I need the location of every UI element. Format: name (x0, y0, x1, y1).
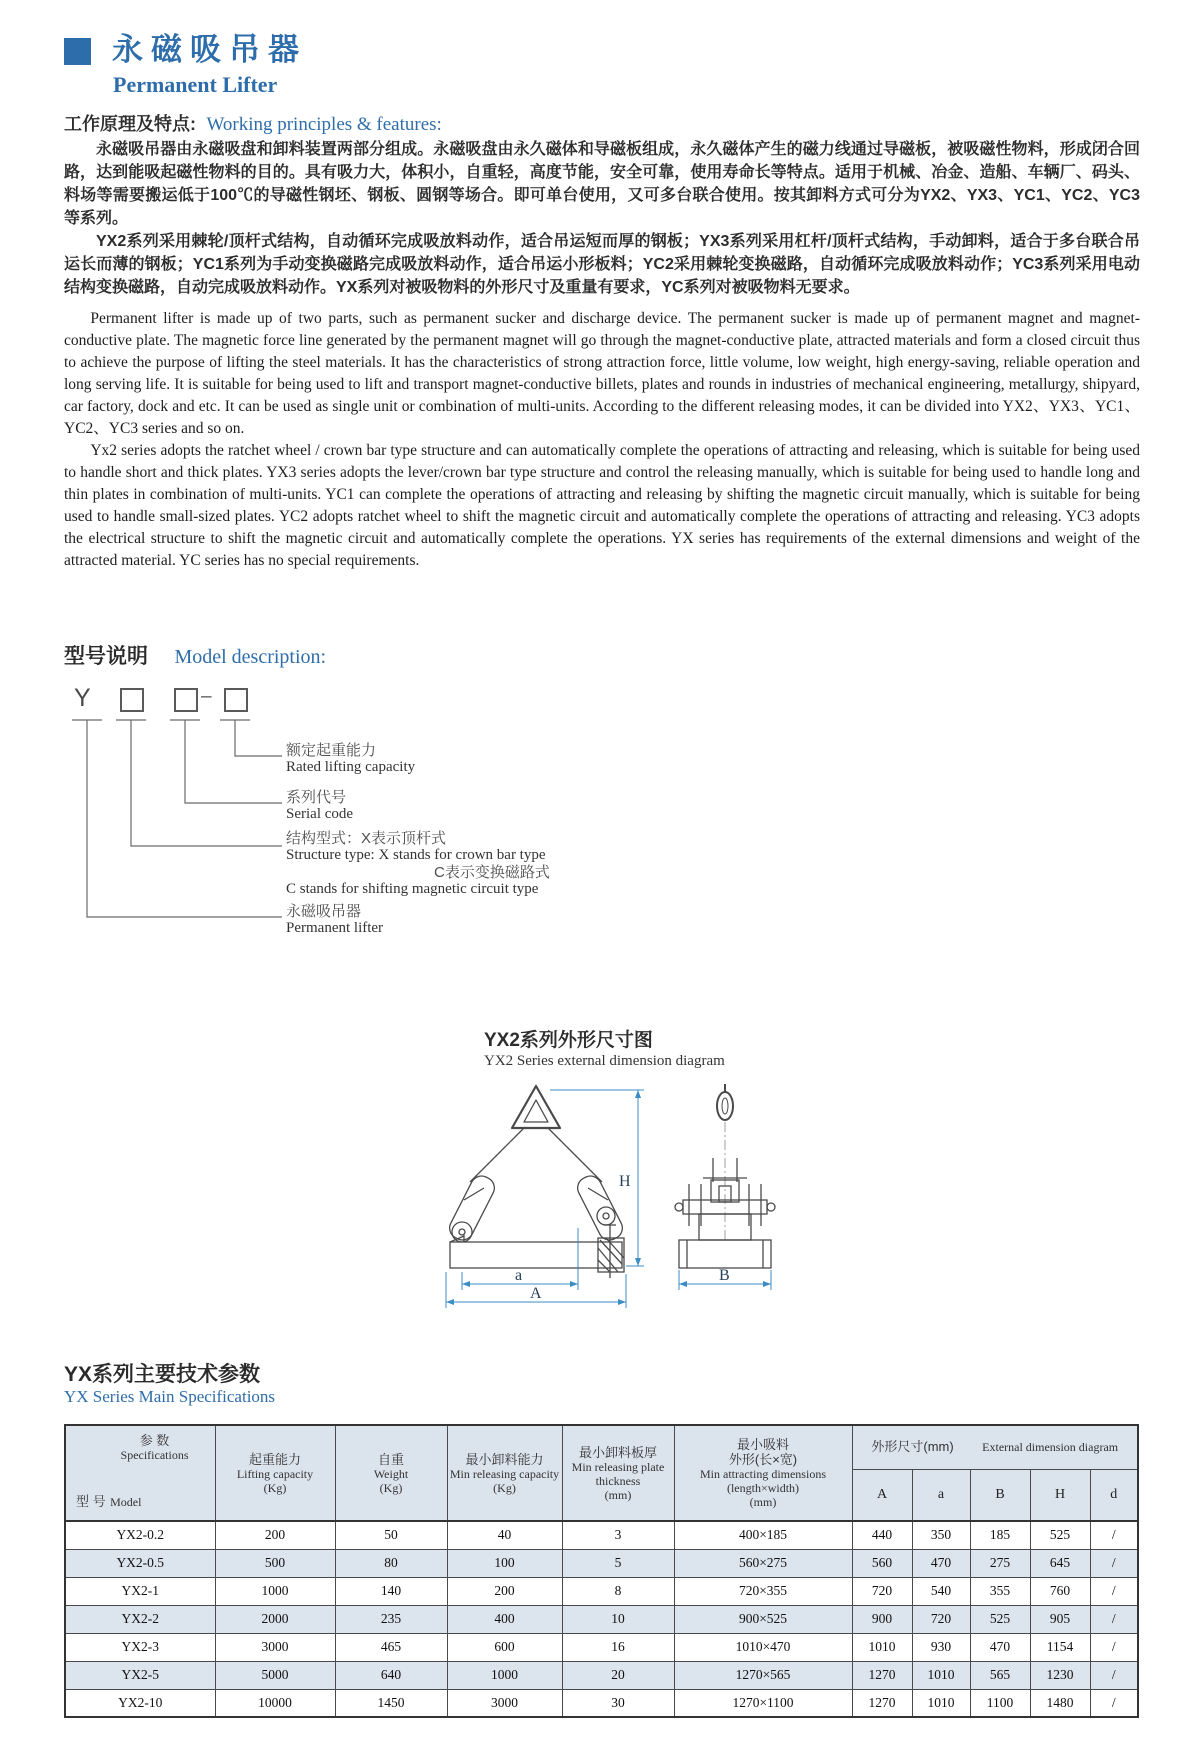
model-code-box-structure (120, 688, 144, 712)
table-row (65, 1577, 1138, 1605)
dim-group-en: External dimension diagram (982, 1440, 1119, 1455)
model-code-box-series (174, 688, 198, 712)
spec-cell: 5 (562, 1549, 674, 1577)
front-view-drawing (446, 1086, 626, 1278)
spec-cell: 1010 (912, 1689, 970, 1717)
col0-unit: (Kg) (263, 1480, 287, 1495)
model-code-diagram (64, 680, 724, 965)
spec-cell: 1154 (1030, 1633, 1090, 1661)
subcol-B: B (970, 1469, 1030, 1521)
model-code-letter: Y (74, 684, 91, 712)
col-header-weight (335, 1425, 447, 1521)
table-row (65, 1605, 1138, 1633)
section-marker-square (64, 38, 91, 65)
spec-cell: 2000 (215, 1605, 335, 1633)
corner-model (76, 1493, 141, 1511)
spec-cell: 40 (447, 1521, 562, 1549)
label-rated-capacity-zh: 额定起重能力 (286, 742, 377, 759)
model-diagram-leader-lines (64, 680, 724, 965)
spec-cell: 200 (447, 1577, 562, 1605)
dimension-diagram-title (484, 1030, 725, 1070)
spec-cell: 1230 (1030, 1661, 1090, 1689)
spec-cell: 470 (912, 1549, 970, 1577)
col0-zh: 起重能力 (248, 1451, 301, 1467)
spec-cell: 400×185 (674, 1521, 852, 1549)
principles-heading (64, 110, 442, 136)
dimension-drawings (420, 1082, 820, 1322)
zh-paragraph-1: 永磁吸吊器由永磁吸盘和卸料装置两部分组成。永磁吸盘由永久磁体和导磁板组成，永久磁体产生的磁力线通过导磁板，被吸磁性物料，形成闭合回路，达到能吸起磁性物料的目的。具有吸力大，体积小，自重轻，高度节能，安全可靠，使用寿命长等特点。适用于机械、冶金、造船、车辆厂、码头、料场等需要搬运低于100℃的导磁性钢坯、钢板、圆钢等场合。即可单台使用，又可多台联合使用。按其卸料方式可分为YX2、YX3、YC1、YC2、YC3等系列。 (64, 141, 1140, 227)
spec-cell: 400 (447, 1605, 562, 1633)
label-structure-type-zh: 结构型式：X表示顶杆式 (286, 830, 447, 847)
spec-cell: / (1090, 1549, 1138, 1577)
spec-cell: 3000 (215, 1633, 335, 1661)
spec-cell: 140 (335, 1577, 447, 1605)
principles-heading-en: Working principles & features: (206, 114, 442, 135)
model-heading-en: Model description: (174, 646, 327, 668)
spec-cell: 185 (970, 1521, 1030, 1549)
spec-cell: 1000 (447, 1661, 562, 1689)
spec-cell: 1010×470 (674, 1633, 852, 1661)
col3-en: Min releasing plate thickness (571, 1459, 665, 1488)
spec-cell: 200 (215, 1521, 335, 1549)
spec-cell: 720 (852, 1577, 912, 1605)
model-description-heading (64, 640, 326, 670)
col1-zh: 自重 (377, 1451, 404, 1467)
principles-body (64, 138, 1140, 572)
col2-en: Min releasing capacity (449, 1466, 560, 1481)
corner-header-cell (65, 1425, 215, 1521)
corner-model-zh: 型 号 (76, 1494, 106, 1509)
spec-cell: 645 (1030, 1549, 1090, 1577)
col-header-min-releasing-plate-thickness (562, 1425, 674, 1521)
spec-cell: 1270 (852, 1661, 912, 1689)
subcol-d: d (1090, 1469, 1138, 1521)
table-row (65, 1549, 1138, 1577)
col-header-lifting-capacity (215, 1425, 335, 1521)
spec-cell: 10000 (215, 1689, 335, 1717)
col-header-min-releasing-capacity (447, 1425, 562, 1521)
spec-cell: 500 (215, 1549, 335, 1577)
spec-cell: 20 (562, 1661, 674, 1689)
col4-zh: 最小吸料 (736, 1437, 789, 1452)
dim-group-zh: 外形尺寸(mm) (871, 1439, 954, 1455)
col-header-external-dimensions-group (852, 1425, 1138, 1469)
spec-cell: 1100 (970, 1689, 1030, 1717)
subcol-H: H (1030, 1469, 1090, 1521)
col4-unit: (mm) (749, 1495, 777, 1509)
spec-cell: 600 (447, 1633, 562, 1661)
principles-heading-zh: 工作原理及特点: (64, 114, 196, 134)
spec-cell: 3 (562, 1521, 674, 1549)
label-structure-type-en: Structure type: X stands for crown bar type (286, 847, 546, 863)
label-serial-code-zh: 系列代号 (286, 789, 347, 806)
spec-cell: 1010 (912, 1661, 970, 1689)
col0-en: Lifting capacity (236, 1466, 314, 1481)
spec-cell: 560×275 (674, 1549, 852, 1577)
label-rated-capacity-en: Rated lifting capacity (286, 759, 416, 775)
model-cell: YX2-10 (65, 1689, 215, 1717)
spec-cell: 10 (562, 1605, 674, 1633)
model-cell: YX2-2 (65, 1605, 215, 1633)
spec-cell: 540 (912, 1577, 970, 1605)
spec-cell: 440 (852, 1521, 912, 1549)
label-structure-type-en2: C stands for shifting magnetic circuit type (286, 881, 539, 897)
spec-cell: / (1090, 1605, 1138, 1633)
subcol-a: a (912, 1469, 970, 1521)
en-paragraph-1: Permanent lifter is made up of two parts, such as permanent sucker and discharge device. The permanent sucker is made up of permanent magnet and magnet-conductive plate. The magnetic force line generated by the permanent magnet will go through the magnet-conductive plate, attracted materials and form a closed circuit thus to achieve the purpose of lifting the steel materials. It has the characteristics of strong attraction force, little volume, low weight, high energy-saving, reliable operation and long serving life. It is suitable for being used to lift and transport magnet-conductive billets, plates and rounds in industries of mechanical engineering, metallurgy, shipyard, car factory, dock and etc. It can be used as single unit or combination of multi-units. According to the different releasing modes, it can be divided into YX2、YX3、YC1、YC2、YC3 series and so on. (64, 310, 1140, 437)
spec-cell: / (1090, 1577, 1138, 1605)
spec-cell: 355 (970, 1577, 1030, 1605)
specs-title-en: YX Series Main Specifications (64, 1387, 276, 1406)
spec-cell: / (1090, 1521, 1138, 1549)
label-permanent-lifter (286, 903, 383, 937)
spec-cell: 930 (912, 1633, 970, 1661)
spec-cell: 50 (335, 1521, 447, 1549)
A-dimension-label: A (530, 1285, 542, 1302)
spec-cell: 350 (912, 1521, 970, 1549)
spec-cell: 1270 (852, 1689, 912, 1717)
spec-cell: 1450 (335, 1689, 447, 1717)
table-row (65, 1521, 1138, 1549)
col3-unit: (mm) (604, 1487, 632, 1502)
subcol-A: A (852, 1469, 912, 1521)
col4-en: Min attracting dimensions (700, 1467, 826, 1481)
spec-cell: 1270×1100 (674, 1689, 852, 1717)
spec-cell: / (1090, 1633, 1138, 1661)
spec-cell: 5000 (215, 1661, 335, 1689)
model-cell: YX2-0.2 (65, 1521, 215, 1549)
spec-cell: 720×355 (674, 1577, 852, 1605)
spec-cell: 525 (970, 1605, 1030, 1633)
page-title-zh: 永磁吸吊器 (112, 32, 307, 67)
spec-cell: 80 (335, 1549, 447, 1577)
spec-cell: 760 (1030, 1577, 1090, 1605)
specs-title (64, 1362, 275, 1407)
B-dimension-label: B (719, 1267, 730, 1284)
spec-cell: 30 (562, 1689, 674, 1717)
model-code-dash: – (201, 686, 212, 707)
spec-cell: 1480 (1030, 1689, 1090, 1717)
col2-unit: (Kg) (493, 1480, 516, 1495)
dimension-diagram-title-en: YX2 Series external dimension diagram (484, 1053, 725, 1069)
col4-zh2: 外形(长×宽) (728, 1452, 798, 1467)
model-cell: YX2-5 (65, 1661, 215, 1689)
spec-cell: 235 (335, 1605, 447, 1633)
spec-cell: 525 (1030, 1521, 1090, 1549)
spec-cell: 16 (562, 1633, 674, 1661)
spec-cell: 560 (852, 1549, 912, 1577)
dimension-diagram-title-zh: YX2系列外形尺寸图 (484, 1030, 653, 1051)
page-title-en: Permanent Lifter (113, 72, 278, 97)
table-row (65, 1661, 1138, 1689)
label-serial-code-en: Serial code (286, 806, 354, 822)
corner-specifications (121, 1433, 189, 1462)
spec-cell: 720 (912, 1605, 970, 1633)
spec-cell: 275 (970, 1549, 1030, 1577)
spec-cell: 640 (335, 1661, 447, 1689)
specs-table (64, 1424, 1139, 1718)
spec-cell: 900×525 (674, 1605, 852, 1633)
en-paragraph-2: Yx2 series adopts the ratchet wheel / crown bar type structure and can automatically complete the operations of attracting and releasing, which is suitable for being used to handle short and thick plates. YX3 series adopts the lever/crown bar type structure and control the releasing manually, which is suitable for being used to handle long and thin plates in combination of multi-units. YC1 can complete the operations of attracting and releasing by shifting the magnetic circuit manually, which is suitable for being used to handle small-sized plates. YC2 adopts ratchet wheel to shift the magnetic circuit and automatically complete the operations of attracting and releasing. YC3 adopts the electrical structure to shift the magnetic circuit and automatically complete the operations. YX series has requirements of the external dimensions and weight of the attracted material. YC series has no special requirements. (64, 442, 1140, 569)
h-dimension-label: H (619, 1173, 631, 1190)
spec-cell: 900 (852, 1605, 912, 1633)
spec-cell: 1270×565 (674, 1661, 852, 1689)
specs-title-zh: YX系列主要技术参数 (64, 1363, 261, 1386)
label-structure-type (286, 830, 550, 898)
spec-cell: 465 (335, 1633, 447, 1661)
spec-cell: 1010 (852, 1633, 912, 1661)
model-heading-zh: 型号说明 (64, 645, 148, 668)
label-permanent-lifter-zh: 永磁吸吊器 (286, 903, 362, 920)
col1-en: Weight (373, 1466, 409, 1481)
a-dimension-label: a (515, 1267, 523, 1284)
table-row (65, 1689, 1138, 1717)
model-cell: YX2-0.5 (65, 1549, 215, 1577)
label-rated-capacity (286, 742, 415, 776)
label-serial-code (286, 789, 353, 823)
col-header-min-attracting-dimensions (674, 1425, 852, 1521)
label-permanent-lifter-en: Permanent lifter (286, 920, 384, 936)
corner-model-en: Model (110, 1495, 142, 1509)
spec-cell: 100 (447, 1549, 562, 1577)
table-row (65, 1633, 1138, 1661)
spec-cell: 8 (562, 1577, 674, 1605)
model-cell: YX2-3 (65, 1633, 215, 1661)
col4-en2: (length×width) (726, 1481, 800, 1495)
spec-cell: 470 (970, 1633, 1030, 1661)
label-structure-type-zh2: C表示变换磁路式 (434, 864, 550, 881)
spec-cell: 3000 (447, 1689, 562, 1717)
spec-cell: / (1090, 1689, 1138, 1717)
spec-cell: / (1090, 1661, 1138, 1689)
spec-cell: 565 (970, 1661, 1030, 1689)
model-code-box-capacity (224, 688, 248, 712)
col1-unit: (Kg) (379, 1480, 403, 1495)
spec-cell: 1000 (215, 1577, 335, 1605)
corner-specs-en: Specifications (120, 1448, 189, 1462)
side-view-drawing (675, 1084, 775, 1268)
zh-paragraph-2: YX2系列采用棘轮/顶杆式结构，自动循环完成吸放料动作，适合吊运短而厚的钢板；YX3系列采用杠杆/顶杆式结构，手动卸料，适合于多台联合吊运长而薄的钢板；YC1系列为手动变换磁路完成吸放料动作，适合吊运小形板料；YC2采用棘轮变换磁路，自动循环完成吸放料动作；YC3系列采用电动结构变换磁路，自动完成吸放料动作。YX系列对被吸物料的外形尺寸及重量有要求，YC系列对被吸物料无要求。 (64, 233, 1140, 296)
col2-zh: 最小卸料能力 (465, 1451, 544, 1467)
model-cell: YX2-1 (65, 1577, 215, 1605)
corner-specs-zh: 参 数 (139, 1433, 170, 1448)
col3-zh: 最小卸料板厚 (578, 1444, 657, 1460)
spec-cell: 905 (1030, 1605, 1090, 1633)
